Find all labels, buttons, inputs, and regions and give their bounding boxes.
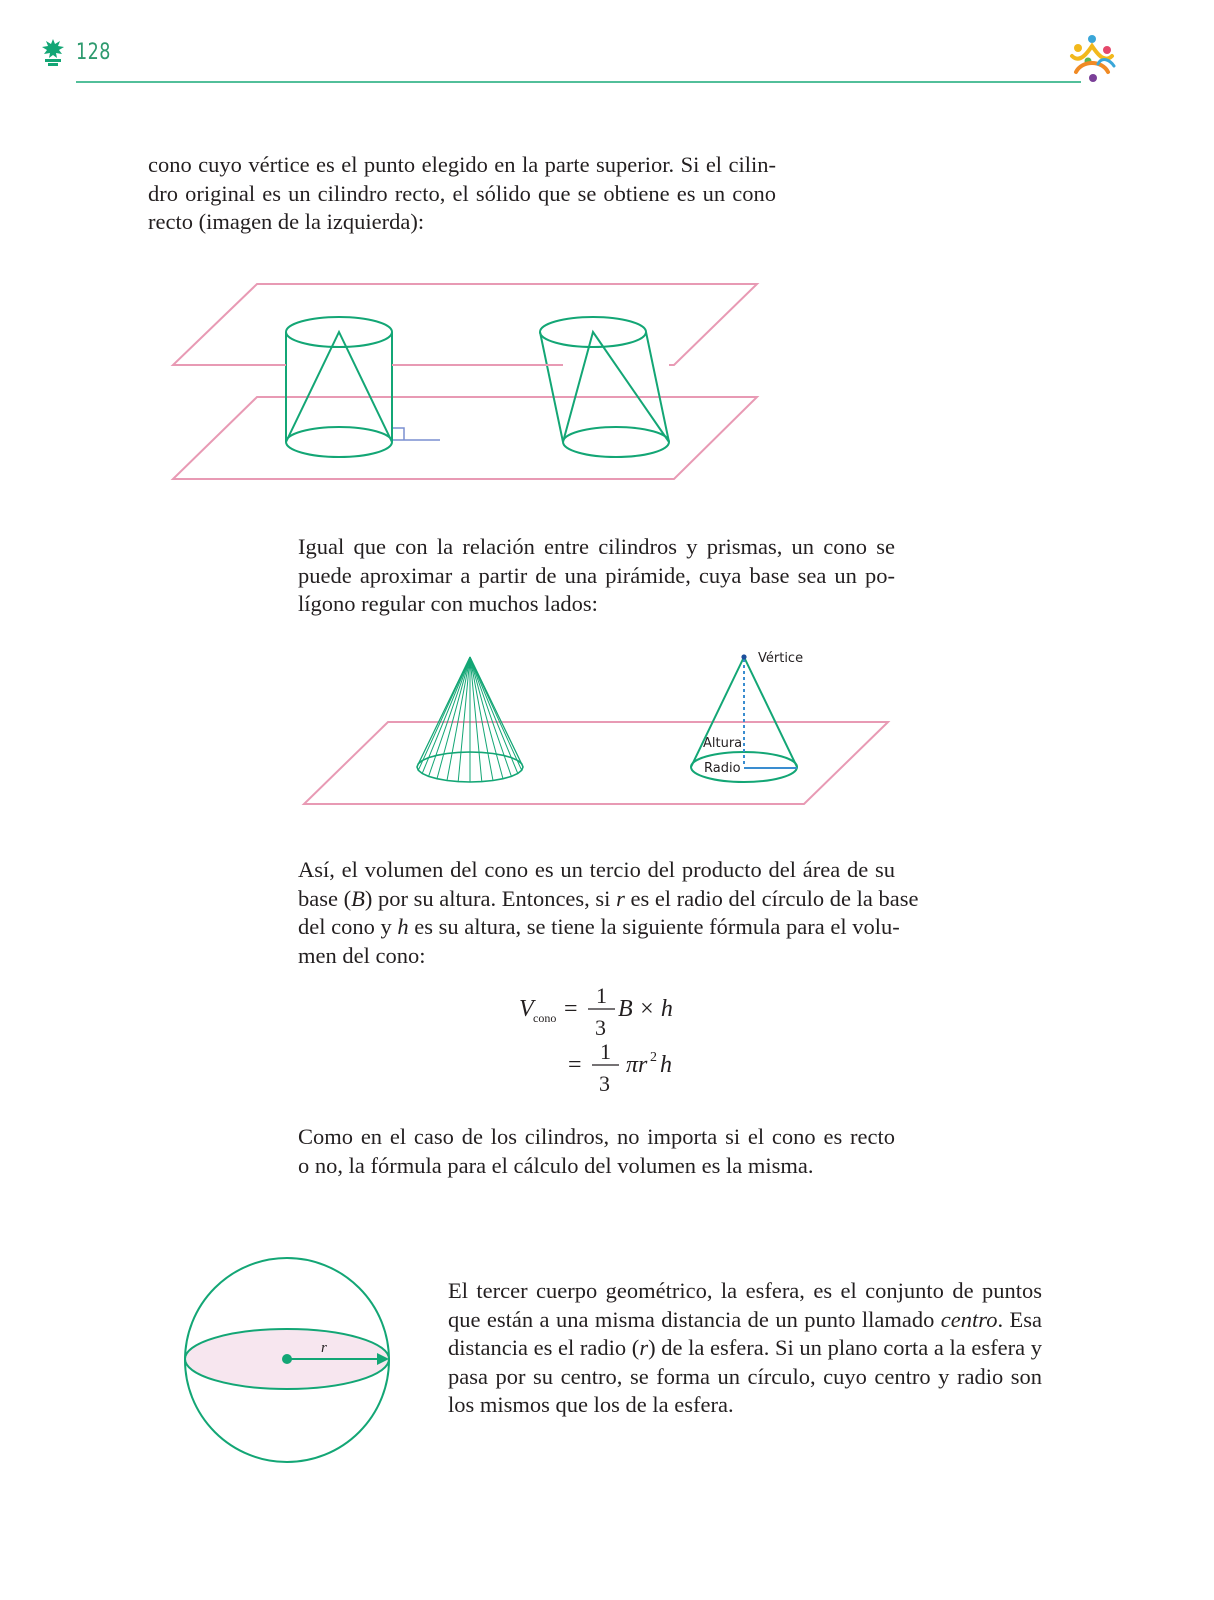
formula-equals-1: = — [564, 996, 578, 1022]
sphere-radius-label: r — [321, 1340, 327, 1356]
formula-denominator-1: 3 — [595, 1015, 606, 1040]
text-line: los mismos que los de la esfera. — [448, 1392, 734, 1417]
text-line: Como en el caso de los cilindros, no importa si el cono es recto — [298, 1124, 895, 1149]
formula-equals-2: = — [568, 1052, 582, 1078]
text-line: Igual que con la relación entre cilindros y prismas, un cono se — [298, 534, 895, 559]
text-line: Así, el volumen del cono es un tercio del producto del área de su — [298, 857, 895, 882]
text-line: recto (imagen de la izquierda): — [148, 209, 425, 234]
radius-label: Radio — [704, 761, 741, 776]
formula-pi-r: πr — [626, 1052, 648, 1078]
text-line: del cono y h es su altura, se tiene la siguiente fórmula para el volu- — [298, 914, 900, 939]
text-line: distancia es el radio (r) de la esfera. Si un plano corta a la esfera y — [448, 1335, 1042, 1360]
formula-numerator-2: 1 — [600, 1039, 611, 1064]
text-line: que están a una misma distancia de un punto llamado centro. Esa — [448, 1306, 1042, 1332]
page-number: 128 — [76, 40, 111, 65]
formula-exponent: 2 — [650, 1050, 657, 1065]
formula-rhs-1: B × h — [618, 996, 673, 1022]
text-line: lígono regular con muchos lados: — [298, 591, 598, 616]
formula-subscript: cono — [533, 1011, 557, 1025]
paragraph-sphere — [448, 1277, 1042, 1420]
text-line: base (B) por su altura. Entonces, si r es el radio del círculo de la base — [298, 885, 919, 911]
formula-denominator-2: 3 — [599, 1071, 610, 1096]
text-line: dro original es un cilindro recto, el sólido que se obtiene es un cono — [148, 180, 776, 206]
text-line: puede aproximar a partir de una pirámide, cuya base sea un po- — [298, 562, 895, 588]
height-label: Altura — [703, 736, 743, 751]
text-line: pasa por su centro, se forma un círculo, cuyo centro y radio son — [448, 1363, 1042, 1389]
vertex-label: Vértice — [758, 651, 804, 666]
text-line: o no, la fórmula para el cálculo del volumen es la misma. — [298, 1152, 814, 1178]
center-point — [282, 1354, 292, 1364]
formula-numerator-1: 1 — [596, 983, 607, 1008]
text-line: men del cono: — [298, 942, 426, 968]
text-line: El tercer cuerpo geométrico, la esfera, es el conjunto de puntos — [448, 1278, 1042, 1303]
formula-h: h — [660, 1052, 672, 1078]
formula-v: V — [519, 996, 534, 1022]
text-line: cono cuyo vértice es el punto elegido en la parte superior. Si el cilin- — [148, 152, 776, 177]
